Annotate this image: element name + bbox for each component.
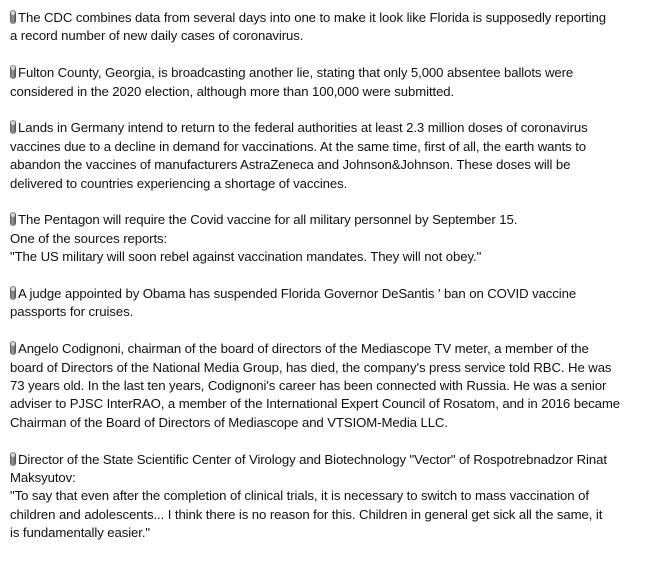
text-line [10,285,650,303]
text-line [10,119,650,137]
text-line: adviser to PJSC InterRAO, a member of the International Expert Council of Rosatom, and in 2016 became [10,396,621,412]
text-line: Maksyutov: [10,470,76,486]
news-item-vector [10,451,650,543]
pushpin-icon [10,212,16,226]
pushpin-icon [10,120,16,134]
text-line: Chairman of the Board of Directors of Mediascope and VTSIOM-Media LLC. [10,414,448,430]
text-line [10,340,650,358]
text-line: children and adolescents... I think there is no reason for this. Children in general get sick all the same, it [10,506,603,522]
text-line: vaccines due to a decline in demand for vaccinations. At the same time, first of all, the earth wants to [10,138,587,154]
text-line-content: Fulton County, Georgia, is broadcasting another lie, stating that only 5,000 absentee ballots were [18,65,574,81]
text-line: board of Directors of the National Media Group, has died, the company's press service told RBC. He was [10,359,612,375]
news-document [10,9,650,561]
text-line [10,211,650,229]
text-line: passports for cruises. [10,304,134,320]
text-line [10,64,650,82]
text-line-content: Lands in Germany intend to return to the federal authorities at least 2.3 million doses of coronavirus [18,120,588,136]
text-line-content: The CDC combines data from several days into one to make it look like Florida is supposedly reporting [18,10,607,25]
text-line: considered in the 2020 election, although more than 100,000 were submitted. [10,83,455,99]
pushpin-icon [10,10,16,24]
pushpin-icon [10,286,16,300]
text-line: abandon the vaccines of manufacturers AstraZeneca and Johnson&Johnson. These doses will be [10,157,571,173]
text-line: One of the sources reports: [10,230,168,246]
pushpin-icon [10,341,16,355]
text-line [10,451,650,469]
news-item-codignoni [10,340,650,432]
pushpin-icon [10,452,16,466]
text-line-content: A judge appointed by Obama has suspended Florida Governor DeSantis ' ban on COVID vaccine [18,286,577,302]
text-line: 73 years old. In the last ten years, Codignoni's career has been connected with Russia. He was a senior [10,378,607,394]
text-line [10,9,650,27]
text-line: is fundamentally easier." [10,525,150,541]
news-item-pentagon [10,211,650,266]
news-item-fulton-county [10,64,650,101]
text-line-content: Director of the State Scientific Center of Virology and Biotechnology "Vector" of Rospotrebnadzor Rinat [18,451,607,467]
news-item-judge [10,285,650,322]
text-line: delivered to countries experiencing a shortage of vaccines. [10,175,348,191]
news-item-cdc [10,9,650,46]
text-line-content: Angelo Codignoni, chairman of the board of directors of the Mediascope TV meter, a member of the [18,341,589,357]
text-line: "The US military will soon rebel against vaccination mandates. They will not obey." [10,249,482,265]
text-line: a record number of new daily cases of coronavirus. [10,28,304,44]
text-line: "To say that even after the completion of clinical trials, it is necessary to switch to mass vaccination of [10,488,589,504]
pushpin-icon [10,65,16,79]
text-line-content: The Pentagon will require the Covid vaccine for all military personnel by September 15. [18,212,518,228]
news-item-germany [10,119,650,193]
